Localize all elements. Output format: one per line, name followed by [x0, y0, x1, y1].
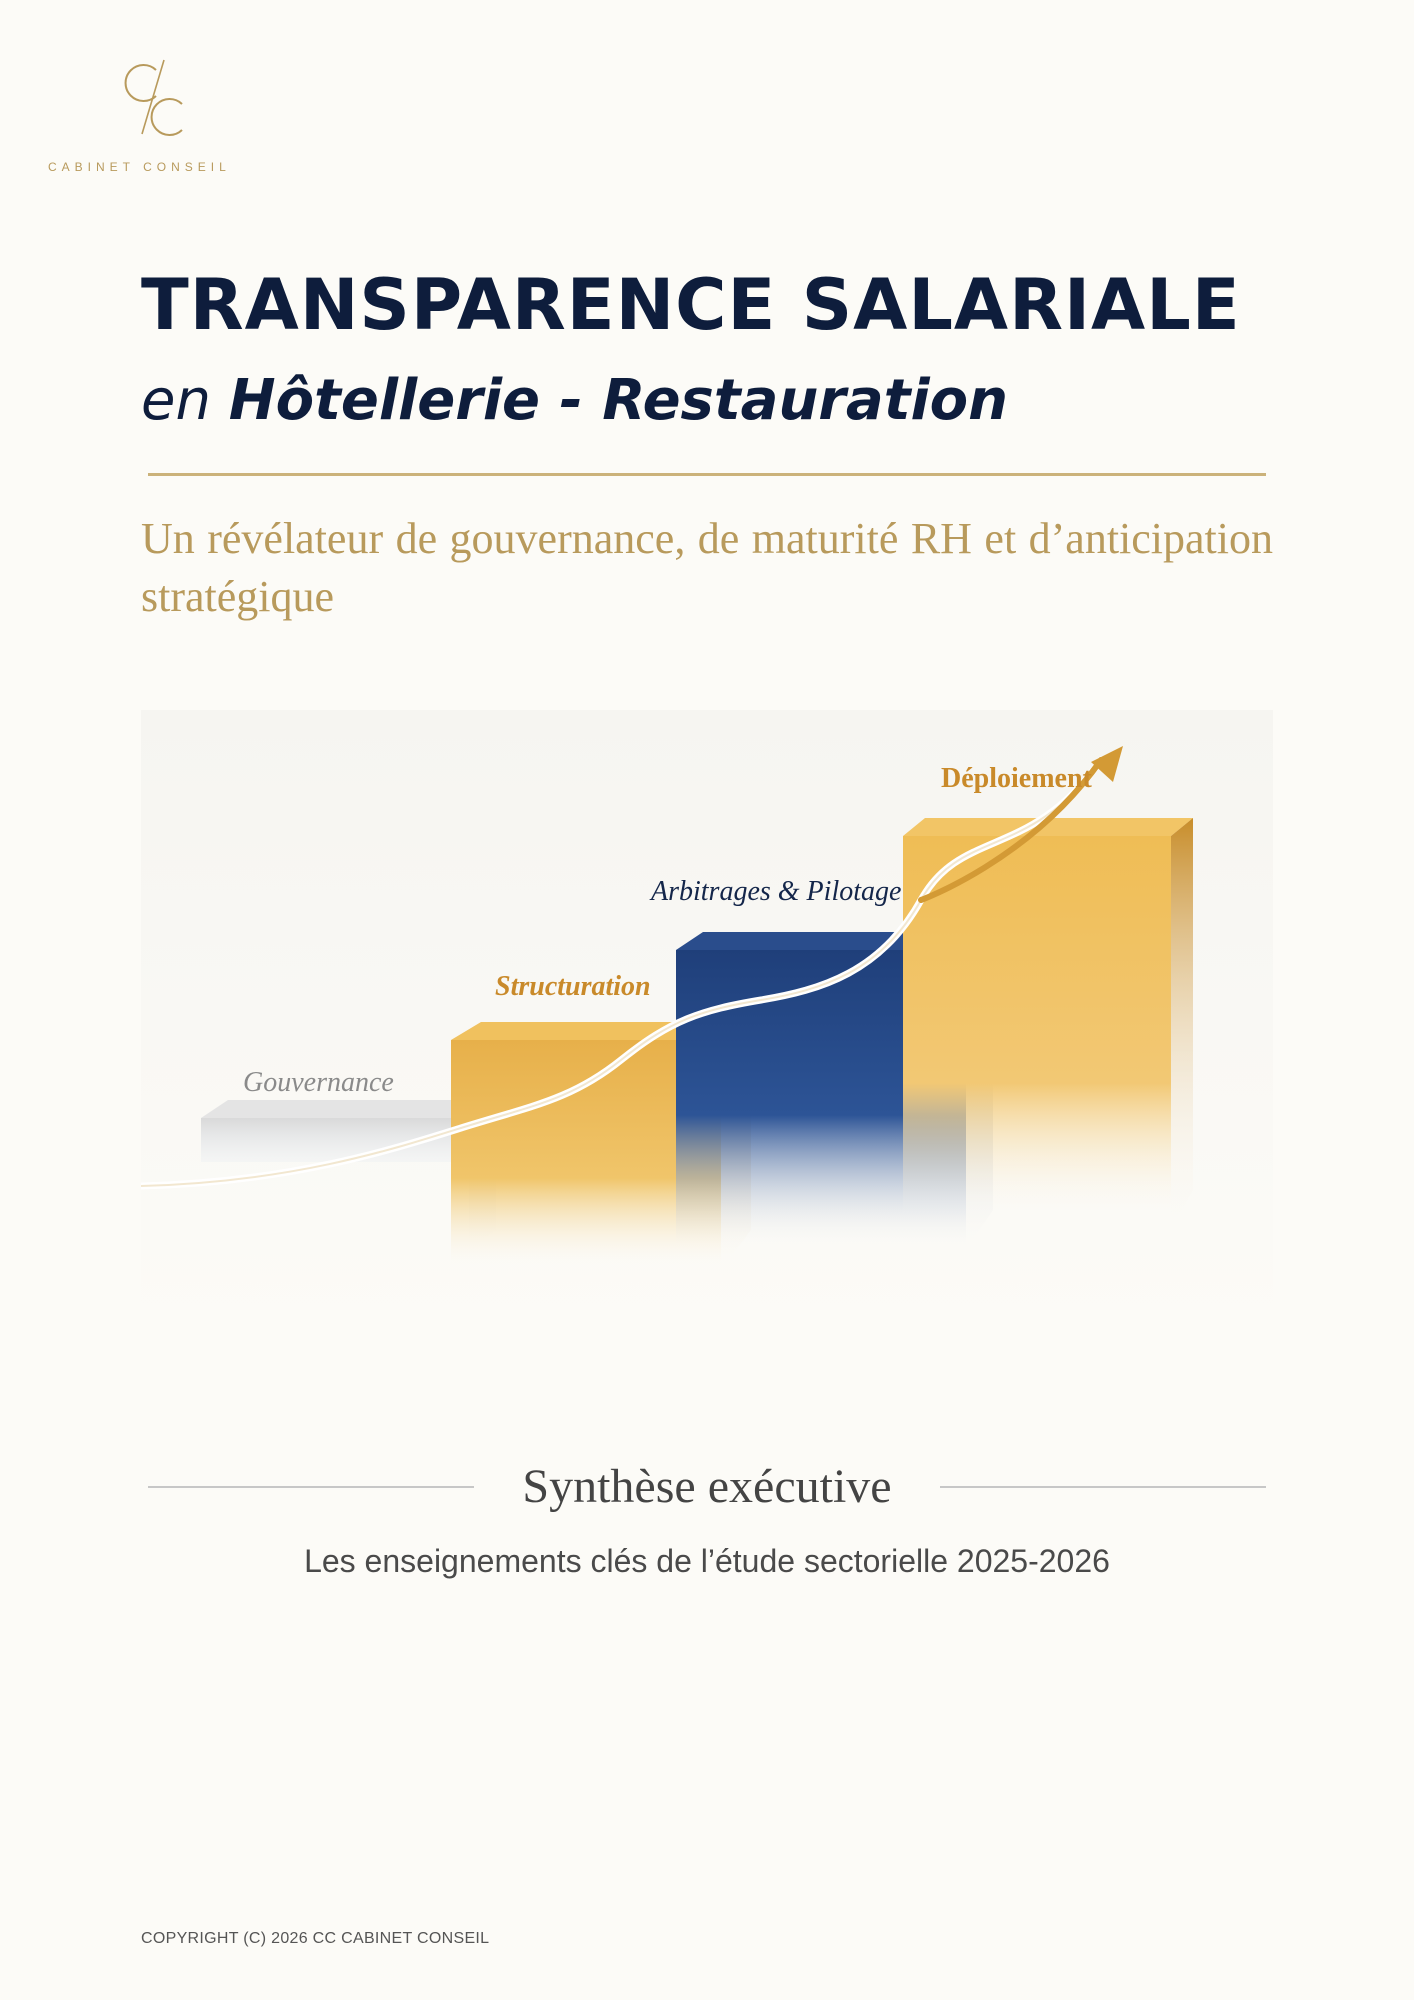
brand-name: CABINET CONSEIL [48, 160, 231, 174]
cc-monogram-icon [116, 52, 196, 142]
page-subtitle [141, 366, 1341, 436]
tagline: Un révélateur de gouvernance, de maturité RH et d’anticipation stratégique [141, 514, 1273, 621]
growth-steps-illustration [141, 710, 1273, 1330]
gold-divider [148, 473, 1266, 476]
copyright-notice: COPYRIGHT (C) 2026 CC CABINET CONSEIL [141, 1930, 490, 1947]
step-deploiement [903, 818, 1193, 1230]
summary-divider-left [148, 1486, 474, 1488]
subtitle-sector: Hôtellerie - Restauration [228, 368, 1009, 433]
step-label-structuration: Structuration [495, 971, 651, 1002]
step-label-arbitrages: Arbitrages & Pilotage [651, 876, 902, 907]
step-label-deploiement: Déploiement [941, 763, 1092, 794]
summary-title: Synthèse exécutive [522, 1460, 892, 1513]
summary-divider-right [940, 1486, 1266, 1488]
step-label-gouvernance: Gouvernance [243, 1067, 394, 1098]
subtitle-prefix: en [141, 368, 229, 433]
page-title: TRANSPARENCE SALARIALE [141, 264, 1241, 346]
brand-logo [48, 52, 248, 182]
summary-subtitle: Les enseignements clés de l’étude sectorielle 2025-2026 [304, 1543, 1110, 1579]
